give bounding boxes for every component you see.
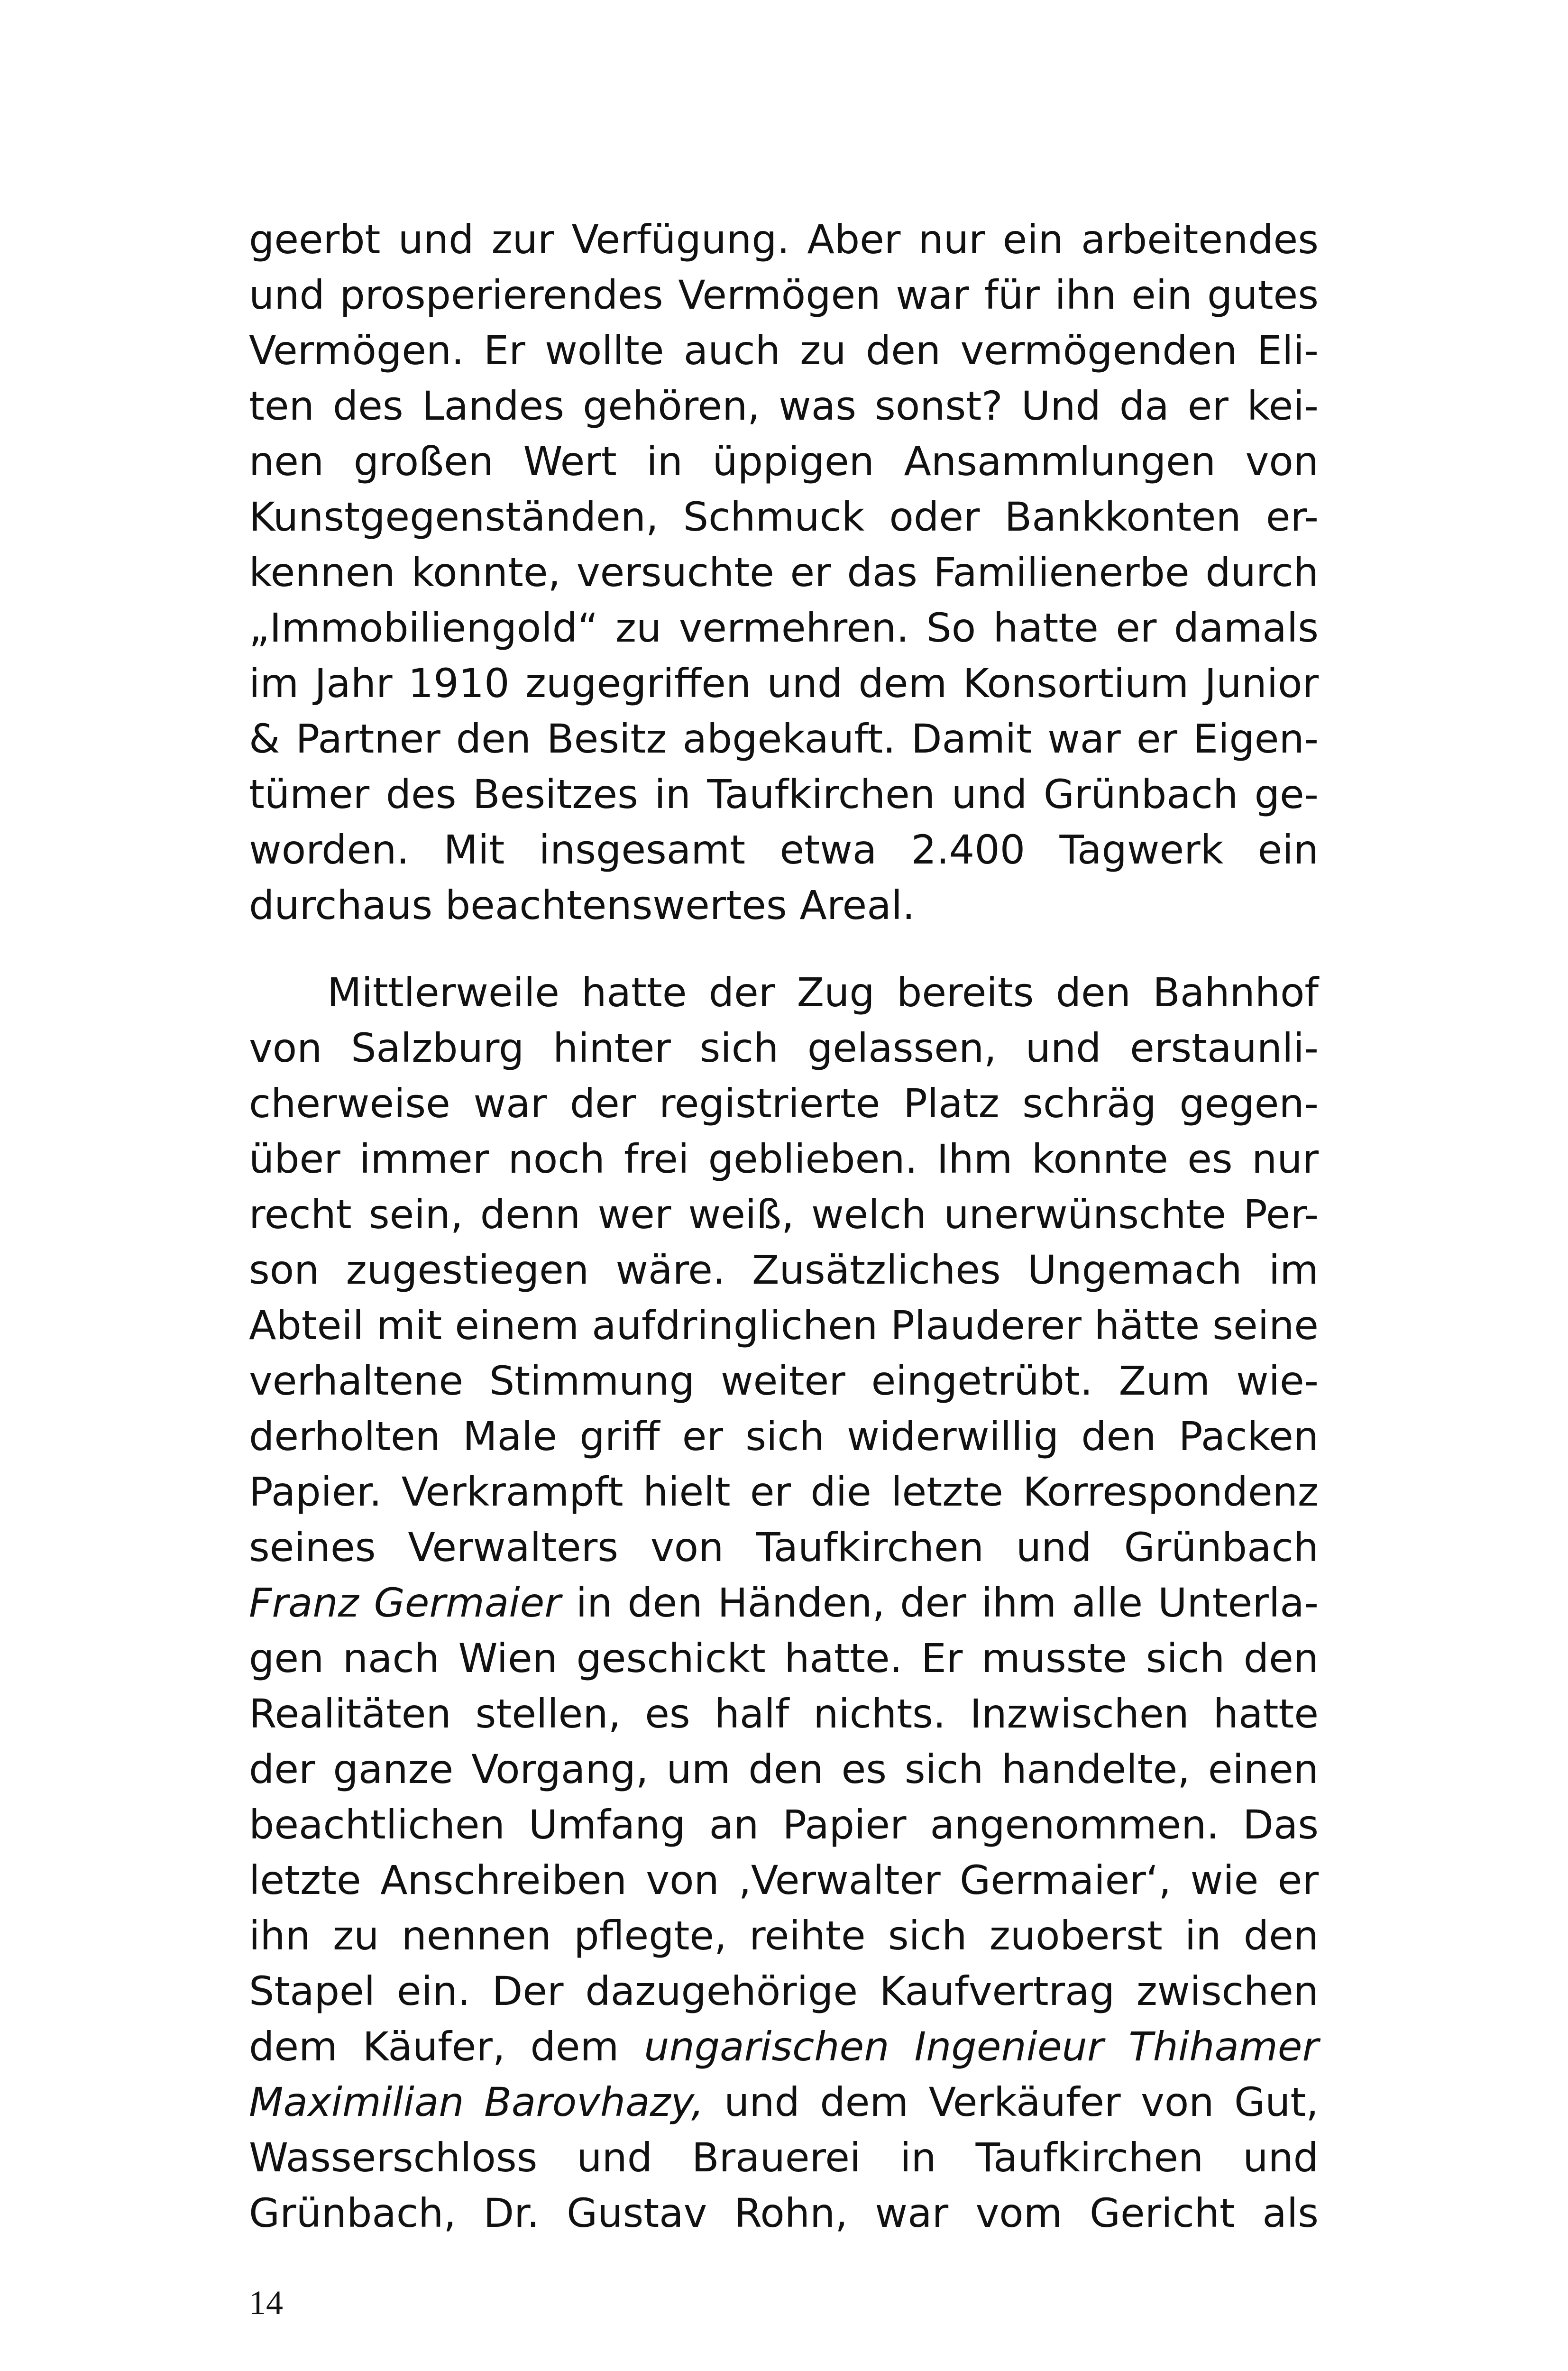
text-line: kennen konnte, versuchte er das Familienerbe durch (249, 549, 1319, 596)
italic-name: Maximilian Barovhazy, (249, 2079, 704, 2125)
paragraph-2 (249, 965, 1319, 2241)
text-line: von Salzburg hinter sich gelassen, und erstaunli- (249, 1025, 1319, 1071)
text-line: durchaus beachtenswertes Areal. (249, 882, 915, 928)
text-line: son zugestiegen wäre. Zusätzliches Ungemach im (249, 1247, 1319, 1293)
text-fragment: dem Käufer, dem (249, 2023, 644, 2070)
text-line: & Partner den Besitz abgekauft. Damit war er Eigen- (249, 716, 1319, 762)
text-line: geerbt und zur Verfügung. Aber nur ein arbeitendes (249, 216, 1319, 263)
text-line: seines Verwalters von Taufkirchen und Grünbach (249, 1524, 1319, 1571)
text-line (249, 2019, 1319, 2075)
paragraph-1 (249, 212, 1319, 933)
text-line: über immer noch frei geblieben. Ihm konnte es nur (249, 1136, 1319, 1182)
text-line (249, 2075, 1319, 2130)
text-line: derholten Male griff er sich widerwillig den Packen (249, 1413, 1319, 1460)
text-line: Kunstgegenständen, Schmuck oder Bankkonten er- (249, 494, 1319, 540)
text-line: Mittlerweile hatte der Zug bereits den Bahnhof (327, 969, 1319, 1016)
text-line: verhaltene Stimmung weiter eingetrübt. Zum wie- (249, 1358, 1319, 1404)
text-line: und prosperierendes Vermögen war für ihn ein gutes (249, 272, 1319, 318)
text-line: worden. Mit insgesamt etwa 2.400 Tagwerk ein (249, 827, 1319, 873)
text-line: cherweise war der registrierte Platz schräg gegen- (249, 1080, 1319, 1127)
text-line: Stapel ein. Der dazugehörige Kaufvertrag zwischen (249, 1968, 1319, 2014)
page-number: 14 (249, 2284, 283, 2322)
italic-name: ungarischen Ingenieur Thihamer (644, 2023, 1319, 2070)
text-line: tümer des Besitzes in Taufkirchen und Grünbach ge- (249, 771, 1319, 818)
text-line: recht sein, denn wer weiß, welch unerwünschte Per- (249, 1191, 1319, 1238)
text-line: ten des Landes gehören, was sonst? Und da er kei- (249, 383, 1319, 429)
text-line: gen nach Wien geschickt hatte. Er musste sich den (249, 1635, 1319, 1682)
text-line: Vermögen. Er wollte auch zu den vermögenden Eli- (249, 327, 1319, 374)
text-fragment: in den Händen, der ihm alle Unterla- (560, 1580, 1319, 1626)
text-line: Grünbach, Dr. Gustav Rohn, war vom Gericht als (249, 2190, 1319, 2236)
text-line: Abteil mit einem aufdringlichen Plauderer hätte seine (249, 1302, 1319, 1349)
text-line (249, 1575, 1319, 1631)
text-line: Papier. Verkrampft hielt er die letzte Korrespondenz (249, 1469, 1319, 1515)
text-line: letzte Anschreiben von ‚Verwalter Germaier‘, wie er (249, 1857, 1319, 1903)
text-fragment: und dem Verkäufer von Gut, (704, 2079, 1319, 2125)
text-line: nen großen Wert in üppigen Ansammlungen von (249, 438, 1319, 485)
text-line: ihn zu nennen pflegte, reihte sich zuoberst in den (249, 1912, 1319, 1959)
text-line: im Jahr 1910 zugegriffen und dem Konsortium Junior (249, 660, 1319, 707)
text-line: „Immobiliengold“ zu vermehren. So hatte er damals (249, 605, 1319, 651)
text-line: Wasserschloss und Brauerei in Taufkirchen und (249, 2134, 1319, 2181)
italic-name: Franz Germaier (249, 1580, 561, 1626)
text-line: Realitäten stellen, es half nichts. Inzwischen hatte (249, 1691, 1319, 1737)
text-line: der ganze Vorgang, um den es sich handelte, einen (249, 1746, 1319, 1792)
text-line: beachtlichen Umfang an Papier angenommen. Das (249, 1801, 1319, 1848)
